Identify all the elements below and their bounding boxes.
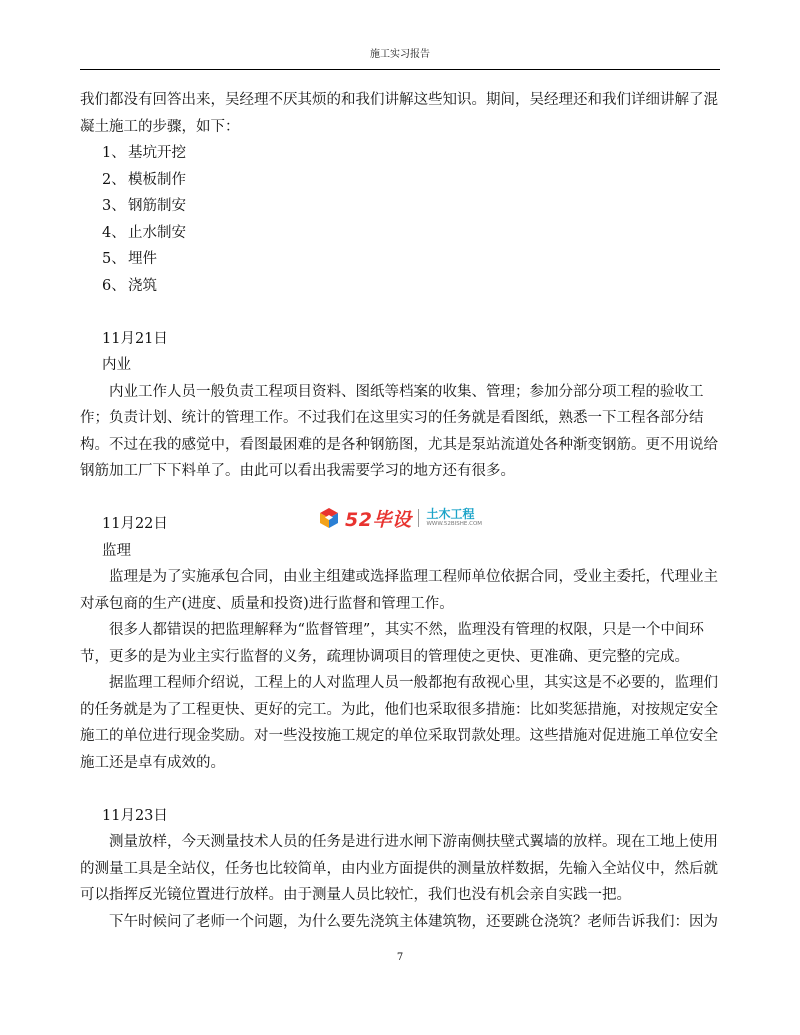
paragraph: 下午时候问了老师一个问题，为什么要先浇筑主体建筑物，还要跳仓浇筑？老师告诉我们：因为 [109,913,718,930]
header-title: 施工实习报告 [370,49,430,60]
watermark-brand: 52毕设 [345,508,412,531]
paragraph: 据监理工程师介绍说，工程上的人对监理人员一般都抱有敌视心里，其实这是不必要的，监理们的任务就是为了工程更快、更好的完工。为此，他们也采取很多措施：比如奖惩措施，对按规定安全施工的单位进行现金奖励。对一些没按施工规定的单位采取罚款处理。这些措施对促进施工单位安全施工还是卓有成效的。 [80,675,718,771]
watermark-text [426,508,482,528]
watermark-divider [418,509,419,527]
list-item: 4、 止水制安 [102,224,186,241]
list-item: 3、 钢筋制安 [102,198,186,214]
step-list [80,140,720,299]
list-item: 6、 浇筑 [102,277,157,294]
list-item: 1、 基坑开挖 [102,145,186,161]
paragraph: 内业工作人员一般负责工程项目资料、图纸等档案的收集、管理；参加分部分项工程的验收工作；负责计划、统计的管理工作。不过我们在这里实习的任务就是看图纸，熟悉一下工程各部分结构。不过在我的感觉中，看图最困难的是各种钢筋图，尤其是泵站流道处各种渐变钢筋。更不用说给钢筋加工厂下下料单了。由此可以看出我需要学习的地方还有很多。 [80,383,718,479]
section-heading: 监理 [102,542,131,559]
spacer [80,776,720,803]
entry-date: 11月21日 [102,330,168,347]
list-item: 2、 模板制作 [102,171,186,188]
cube-logo-icon [318,507,340,529]
section-heading: 内业 [102,357,131,373]
watermark-subtitle: 土木工程 [426,507,475,522]
entry-date: 11月22日 [102,516,168,532]
paragraph: 很多人都错误的把监理解释为“监督管理”，其实不然，监理没有管理的权限，只是一个中间环节，更多的是为业主实行监督的义务，疏理协调项目的管理使之更快、更准确、更完整的完成。 [80,622,704,665]
paragraph-intro: 我们都没有回答出来，吴经理不厌其烦的和我们讲解这些知识。期间，吴经理还和我们详细讲解了混凝土施工的步骤，如下： [80,92,718,135]
watermark-url: WWW.52BISHE.COM [426,521,483,528]
paragraph: 监理是为了实施承包合同，由业主组建或选择监理工程师单位依据合同，受业主委托，代理业主对承包商的生产(进度、质量和投资)进行监督和管理工作。 [80,569,718,612]
page-header [80,47,720,70]
entry-date: 11月23日 [102,807,168,824]
page-number: 7 [396,952,404,963]
list-item: 5、 埋件 [102,251,157,267]
watermark-logo [318,505,482,531]
paragraph: 测量放样，今天测量技术人员的任务是进行进水闸下游南侧扶壁式翼墙的放样。现在工地上使用的测量工具是全站仪，任务也比较简单，由内业方面提供的测量放样数据，先输入全站仪中，然后就可以指挥反光镜位置进行放样。由于测量人员比较忙，我们也没有机会亲自实践一把。 [80,834,718,903]
spacer [80,299,720,326]
